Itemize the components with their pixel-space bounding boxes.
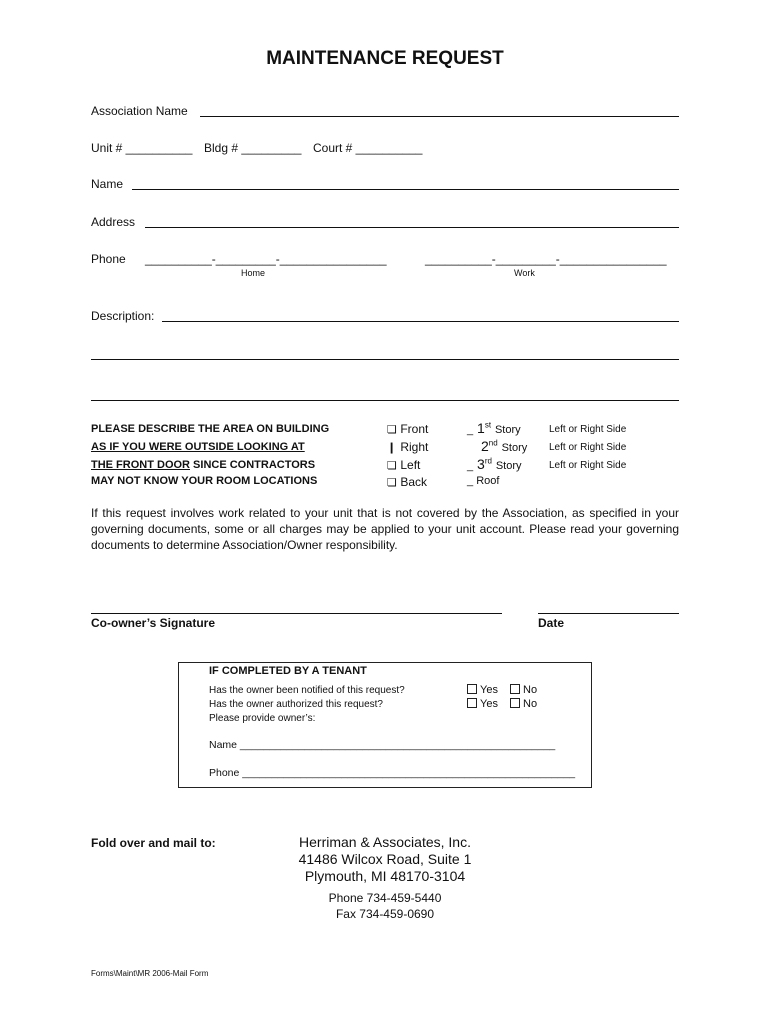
checkbox-icon xyxy=(510,698,520,708)
mail-phone: Phone 734-459-5440 xyxy=(328,891,442,905)
authorized-yes-checkbox[interactable] xyxy=(467,698,498,710)
owner-notified-question: Has the owner been notified of this request? xyxy=(209,685,405,696)
front-checkbox-mark: ❏ xyxy=(387,424,397,436)
side-note-2: Left or Right Side xyxy=(549,442,627,453)
back-label: Back xyxy=(400,475,428,489)
owner-name-field[interactable]: Name ______________________________________________________ xyxy=(209,739,556,751)
checkbox-icon xyxy=(510,684,520,694)
authorized-no-label: No xyxy=(523,698,538,710)
left-label: Left xyxy=(400,458,421,472)
date-line[interactable] xyxy=(538,613,679,614)
first-story-label: Story xyxy=(494,424,521,436)
owner-phone-field[interactable]: Phone _________________________________________________________ xyxy=(209,767,576,779)
association-name-label: Association Name xyxy=(91,104,188,118)
page-title: MAINTENANCE REQUEST xyxy=(266,48,504,69)
home-caption: Home xyxy=(241,268,266,278)
owner-authorized-question: Has the owner authorized this request? xyxy=(209,699,383,710)
mail-street: 41486 Wilcox Road, Suite 1 xyxy=(298,851,472,867)
second-story-label: Story xyxy=(501,442,528,454)
area-instruction-4: MAY NOT KNOW YOUR ROOM LOCATIONS xyxy=(91,475,318,487)
side-note-1: Left or Right Side xyxy=(549,424,627,435)
since-contractors-text: SINCE CONTRACTORS xyxy=(190,459,316,471)
front-door-text: THE FRONT DOOR xyxy=(91,459,190,471)
second-story-suffix: nd xyxy=(488,438,498,448)
roof-label: Roof xyxy=(476,475,500,487)
right-checkbox-mark: ❙ xyxy=(387,442,397,454)
home-phone-field[interactable]: __________-_________-________________ xyxy=(145,252,387,266)
third-story-suffix: rd xyxy=(484,456,492,466)
name-label: Name xyxy=(91,177,124,191)
mail-to-label: Fold over and mail to: xyxy=(91,836,216,850)
responsibility-notice: If this request involves work related to your unit that is not covered by the Association, as specified in your governing documents, some or all charges may be applied to your unit account. Please read your governing documents to determine Association/Owner responsibility. xyxy=(91,506,679,552)
mail-fax: Fax 734-459-0690 xyxy=(335,907,435,921)
third-story-number: 3 xyxy=(477,456,485,472)
bldg-field[interactable]: Bldg # _________ xyxy=(204,141,302,155)
first-story-checkbox[interactable] xyxy=(467,420,521,436)
work-phone-field[interactable]: __________-_________-________________ xyxy=(425,252,667,266)
mail-city: Plymouth, MI 48170-3104 xyxy=(304,868,466,884)
form-footer: Forms\Maint\MR 2006-Mail Form xyxy=(91,969,209,978)
back-checkbox[interactable] xyxy=(387,475,427,489)
court-field[interactable]: Court # __________ xyxy=(313,141,423,155)
tenant-heading: IF COMPLETED BY A TENANT xyxy=(209,665,367,677)
phone-label: Phone xyxy=(91,252,126,266)
description-line-2[interactable] xyxy=(91,359,679,360)
notified-yes-label: Yes xyxy=(480,684,498,696)
first-story-box: _ xyxy=(467,424,474,436)
second-story-checkbox[interactable] xyxy=(481,438,527,454)
signature-line[interactable] xyxy=(91,613,502,614)
area-instruction-3 xyxy=(91,459,315,471)
first-story-suffix: st xyxy=(484,420,492,430)
unit-field[interactable]: Unit # __________ xyxy=(91,141,193,155)
checkbox-icon xyxy=(467,698,477,708)
front-checkbox[interactable] xyxy=(387,422,428,436)
side-note-3: Left or Right Side xyxy=(549,460,627,471)
authorized-yes-label: Yes xyxy=(480,698,498,710)
mail-company: Herriman & Associates, Inc. xyxy=(299,834,471,850)
checkbox-icon xyxy=(467,684,477,694)
date-label: Date xyxy=(538,616,565,630)
authorized-no-checkbox[interactable] xyxy=(510,698,537,710)
address-field[interactable] xyxy=(145,227,679,228)
roof-checkbox[interactable] xyxy=(467,475,499,487)
roof-box: _ xyxy=(467,475,474,487)
address-label: Address xyxy=(91,215,136,229)
notified-no-label: No xyxy=(523,684,538,696)
left-checkbox-mark: ❏ xyxy=(387,460,397,472)
second-story-number: 2 xyxy=(481,438,489,454)
first-story-number: 1 xyxy=(477,420,485,436)
area-instruction-1: PLEASE DESCRIBE THE AREA ON BUILDING xyxy=(91,423,330,435)
front-label: Front xyxy=(400,422,429,436)
notified-yes-checkbox[interactable] xyxy=(467,684,498,696)
right-checkbox[interactable] xyxy=(387,440,428,454)
description-label: Description: xyxy=(91,309,155,323)
signature-label: Co-owner’s Signature xyxy=(91,616,216,630)
third-story-box: _ xyxy=(467,460,474,472)
work-caption: Work xyxy=(514,268,535,278)
description-line-3[interactable] xyxy=(91,400,679,401)
third-story-checkbox[interactable] xyxy=(467,456,522,472)
area-instruction-2: AS IF YOU WERE OUTSIDE LOOKING AT xyxy=(91,441,305,453)
notified-no-checkbox[interactable] xyxy=(510,684,537,696)
owner-info-prompt: Please provide owner’s: xyxy=(209,713,316,724)
right-label: Right xyxy=(400,440,429,454)
back-checkbox-mark: ❏ xyxy=(387,477,397,489)
association-name-field[interactable] xyxy=(200,116,679,117)
description-line-1[interactable] xyxy=(162,321,679,322)
left-checkbox[interactable] xyxy=(387,458,420,472)
third-story-label: Story xyxy=(495,460,522,472)
name-field[interactable] xyxy=(132,189,679,190)
